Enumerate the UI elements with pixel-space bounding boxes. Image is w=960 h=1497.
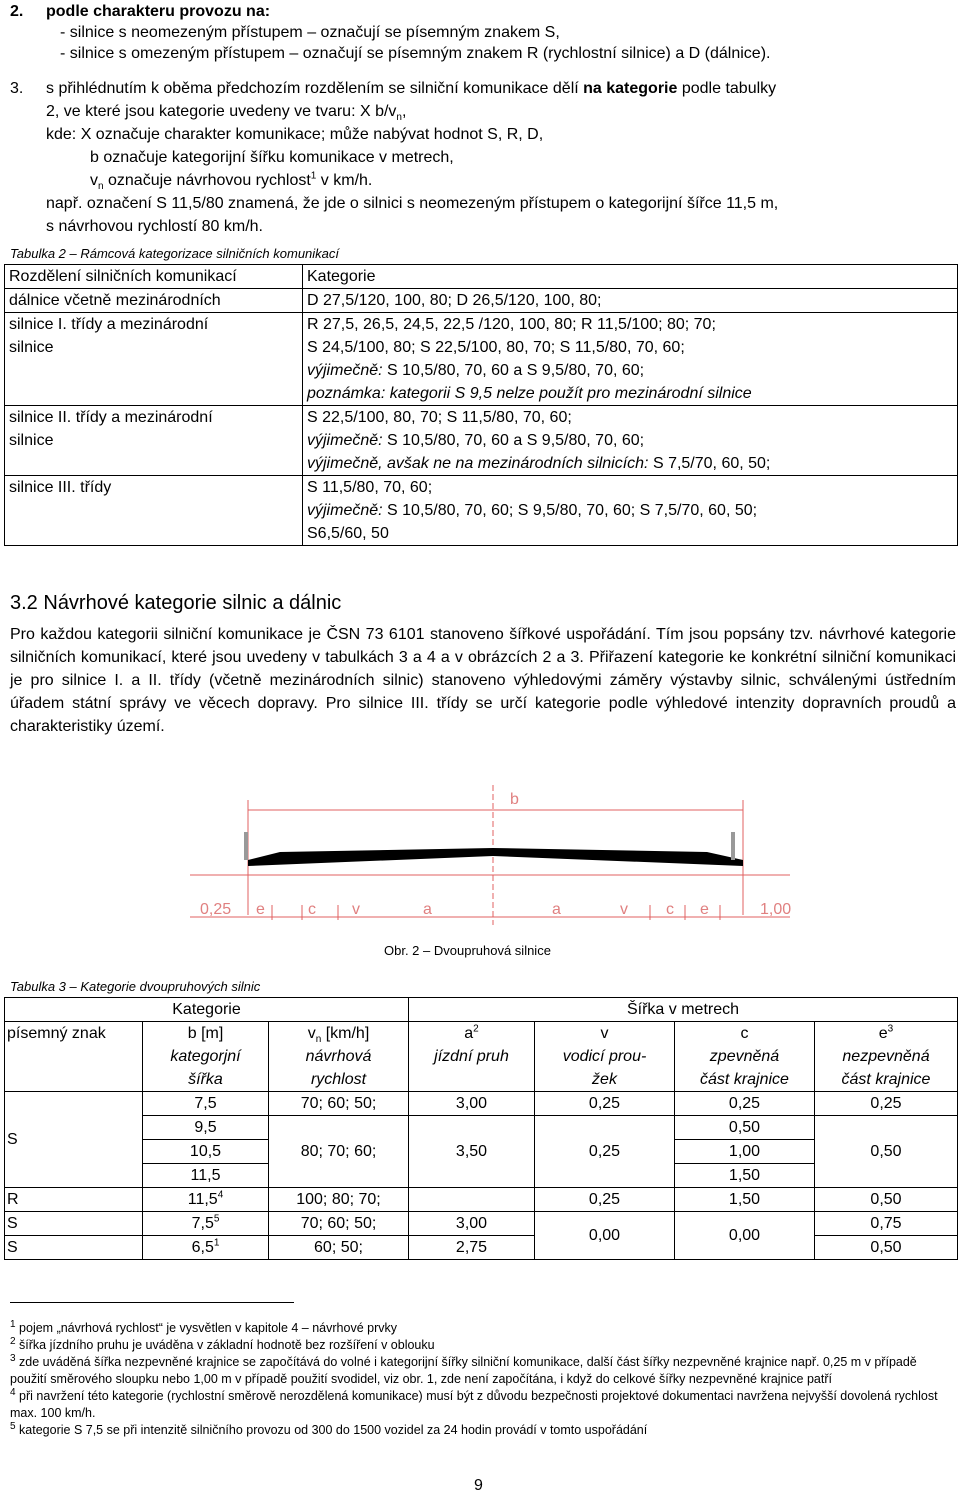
- table-header-cell: $a^2$ jízdní pruh: [409, 1022, 535, 1092]
- table-row: [5, 1022, 958, 1092]
- table-row: [5, 998, 958, 1022]
- table-cell: 0,50: [815, 1116, 958, 1188]
- table-cell: S 11,5/80, 70, 60; výjimečně: S 10,5/80, 70, 60; S 9,5/80, 70, 60; S 7,5/70, 60, 50; S6,5/60, 50: [303, 476, 958, 546]
- table-cell: 1,50: [675, 1188, 815, 1212]
- table-cell: 3,50: [409, 1116, 535, 1188]
- table-cell: 11,5: [143, 1164, 269, 1188]
- section-3-vn-line: $v_n$ označuje návrhovou rychlost$^1$ v km/h.: [90, 170, 373, 193]
- table-2-caption: Tabulka 2 – Rámcová kategorizace silničních komunikací: [10, 246, 340, 261]
- table-cell: 60; 50;: [269, 1236, 409, 1260]
- section-3-2-paragraph: Pro každou kategorii silniční komunikace je ČSN 73 6101 stanoveno šířkové uspořádání. Tím jsou popsány tzv. návrhové kategorie silničních komunikací, které jsou uvedeny v tabulkách 3 a 4 a v obrázcích 2 a 3. Přiřazení kategorie ke konkrétní silniční komunikaci je pro silnice I. a II. třídy (včetně mezinárodních silnic) stanoveno výhledovými záměry výstavby silnic, schválenými ústředním úřadem státní správy ve věcech dopravy. Pro silnice III. třídy se určí kategorie podle výhledové intenzity dopravních proudů a charakteristiky území.: [10, 626, 956, 735]
- footnote: $^4$ při navržení této kategorie (rychlostní směrově nerozdělená komunikace) musí být z důvodu bezpečnosti projektové dokumentaci navržena nejvyšší dovolená rychlost max. 100 km/h.: [10, 1386, 938, 1420]
- figure-right-post: [731, 832, 735, 860]
- figure-dim-label: 0,25: [200, 901, 232, 918]
- table-cell: 7,5: [143, 1092, 269, 1116]
- section-3-b-line: b označuje kategorijní šířku komunikace v metrech,: [90, 149, 454, 166]
- table-cell: dálnice včetně mezinárodních: [5, 289, 303, 313]
- road-cross-section-figure: [180, 780, 800, 930]
- figure-road-body: [248, 848, 743, 866]
- table-header-cell: $v_n$ [km/h] návrhová rychlost: [269, 1022, 409, 1092]
- section-2-number: 2.: [10, 3, 24, 20]
- table-cell: 0,25: [535, 1092, 675, 1116]
- table-cell: 10,5: [143, 1140, 269, 1164]
- section-3-example: např. označení S 11,5/80 znamená, že jde o silnici s neomezeným přístupem o kategorijní šířce 11,5 m,: [46, 195, 779, 212]
- footnote-separator: [10, 1302, 294, 1303]
- table-cell: 2,75: [409, 1236, 535, 1260]
- table-cell: R: [5, 1188, 143, 1212]
- table-cell: 1,50: [675, 1164, 815, 1188]
- footnote: $^5$ kategorie S 7,5 se při intenzitě silničního provozu od 300 do 1500 vozidel za 24 hodin provádí v tomto uspořádání: [10, 1420, 648, 1437]
- table-cell: silnice II. třídy a mezinárodní silnice: [5, 406, 303, 476]
- table-cell: S 22,5/100, 80, 70; S 11,5/80, 70, 60; výjimečně: S 10,5/80, 70, 60 a S 9,5/80, 70, 60; výjimečně, avšak ne na mezinárodních silnicích: S 7,5/70, 60, 50;: [303, 406, 958, 476]
- table-row: [5, 406, 958, 476]
- footnote: $^1$ pojem „návrhová rychlost“ je vysvětlen v kapitole 4 – návrhové prvky: [10, 1318, 397, 1335]
- table-cell: 80; 70; 60;: [269, 1116, 409, 1188]
- table-header-cell: Kategorie: [303, 265, 958, 289]
- table-cell: S: [5, 1212, 143, 1236]
- table-2: [4, 264, 958, 546]
- figure-dim-label: v: [352, 901, 360, 918]
- figure-dim-label: e: [700, 901, 709, 918]
- section-3-kde: kde: X označuje charakter komunikace; může nabývat hodnot S, R, D,: [46, 126, 544, 143]
- table-row: [5, 1188, 958, 1212]
- table-cell: 0,00: [675, 1212, 815, 1260]
- table-header-cell: písemný znak: [5, 1022, 143, 1092]
- section-3-line1: s přihlédnutím k oběma předchozím rozdělením se silniční komunikace dělí na kategorie podle tabulky: [46, 80, 777, 97]
- footnote: $^3$ zde uváděná šířka nezpevněné krajnice se započítává do volné i kategorijní šířky silniční komunikace, další část šířky nezpevněné krajnice např. 0,25 m v případě použití směrového sloupku nebo 1,00 m v případě použití svodidel, viz obr. 1, zde není započítána, i když do celkové šířky nezpevněné krajnice patří: [10, 1352, 917, 1386]
- table-3: [4, 997, 958, 1260]
- table-cell: 70; 60; 50;: [269, 1212, 409, 1236]
- table-row: [5, 1092, 958, 1116]
- table-cell: R 27,5, 26,5, 24,5, 22,5 /120, 100, 80; R 11,5/100; 80; 70; S 24,5/100, 80; S 22,5/100, 80, 70; S 11,5/80, 70, 60; výjimečně: S 10,5/80, 70, 60 a S 9,5/80, 70, 60; poznámka: kategorii S 9,5 nelze použít pro mezinárodní silnice: [303, 313, 958, 406]
- table-row: [5, 476, 958, 546]
- table-row: [5, 1236, 958, 1260]
- figure-left-post: [244, 832, 248, 860]
- table-cell: silnice III. třídy: [5, 476, 303, 546]
- table-cell: $6,5^1$: [143, 1236, 269, 1260]
- table-cell: 0,25: [815, 1092, 958, 1116]
- table-cell: [409, 1188, 535, 1212]
- section-3-2-heading: 3.2 Návrhové kategorie silnic a dálnic: [10, 592, 342, 614]
- bullet-item: - silnice s neomezeným přístupem – označují se písemným znakem S,: [60, 24, 560, 41]
- table-row: [5, 265, 958, 289]
- section-2-heading: podle charakteru provozu na:: [46, 3, 271, 20]
- table-cell: 0,25: [535, 1116, 675, 1188]
- table-cell: 0,50: [815, 1188, 958, 1212]
- table-header-cell: Šířka v metrech: [409, 998, 958, 1022]
- figure-dim-label: a: [552, 901, 561, 918]
- footnote: $^2$ šířka jízdního pruhu je uváděna v základní hodnotě bez rozšíření v oblouku: [10, 1335, 435, 1352]
- table-header-cell: b [m] kategorjní šířka: [143, 1022, 269, 1092]
- table-cell: 3,00: [409, 1092, 535, 1116]
- table-cell: 0,25: [535, 1188, 675, 1212]
- figure-dim-label: v: [620, 901, 628, 918]
- figure-dim-label: a: [423, 901, 432, 918]
- table-header-cell: $e^3$ nezpevněná část krajnice: [815, 1022, 958, 1092]
- table-cell: 9,5: [143, 1116, 269, 1140]
- figure-dim-label: c: [666, 901, 674, 918]
- table-cell: 3,00: [409, 1212, 535, 1236]
- table-cell: D 27,5/120, 100, 80; D 26,5/120, 100, 80;: [303, 289, 958, 313]
- table-cell: 1,00: [675, 1140, 815, 1164]
- table-header-cell: v vodicí prou- žek: [535, 1022, 675, 1092]
- table-cell: 0,75: [815, 1212, 958, 1236]
- table-row: [5, 313, 958, 406]
- table-cell: $7,5^5$: [143, 1212, 269, 1236]
- figure-dim-label: c: [308, 901, 316, 918]
- section-3-line2: 2, ve které jsou kategorie uvedeny ve tvaru: X $b/v_n$,: [46, 103, 407, 124]
- table-header-cell: Kategorie: [5, 998, 409, 1022]
- table-header-cell: c zpevněná část krajnice: [675, 1022, 815, 1092]
- table-cell: 0,50: [815, 1236, 958, 1260]
- section-3-number: 3.: [10, 80, 24, 97]
- figure-dim-label: e: [256, 901, 265, 918]
- table-cell: 0,25: [675, 1092, 815, 1116]
- table-3-caption: Tabulka 3 – Kategorie dvoupruhových silnic: [10, 979, 261, 994]
- table-cell: 0,00: [535, 1212, 675, 1260]
- table-cell: 100; 80; 70;: [269, 1188, 409, 1212]
- bullet-item: - silnice s omezeným přístupem – označují se písemným znakem R (rychlostní silnice) a D (dálnice).: [60, 45, 771, 62]
- table-cell: S: [5, 1092, 143, 1188]
- table-header-cell: Rozdělení silničních komunikací: [5, 265, 303, 289]
- figure-dim-label: 1,00: [760, 901, 792, 918]
- figure-caption: Obr. 2 – Dvoupruhová silnice: [384, 943, 551, 958]
- table-cell: 0,50: [675, 1116, 815, 1140]
- table-cell: S: [5, 1236, 143, 1260]
- section-3-example-2: s návrhovou rychlostí 80 km/h.: [46, 218, 263, 235]
- table-cell: silnice I. třídy a mezinárodní silnice: [5, 313, 303, 406]
- page-number: 9: [474, 1477, 483, 1494]
- footnotes: [10, 1320, 950, 1439]
- figure-b-label: b: [510, 791, 519, 808]
- table-row: [5, 1212, 958, 1236]
- table-row: [5, 1116, 958, 1140]
- table-cell: 70; 60; 50;: [269, 1092, 409, 1116]
- table-row: [5, 289, 958, 313]
- table-cell: 11,5$^4$: [143, 1188, 269, 1212]
